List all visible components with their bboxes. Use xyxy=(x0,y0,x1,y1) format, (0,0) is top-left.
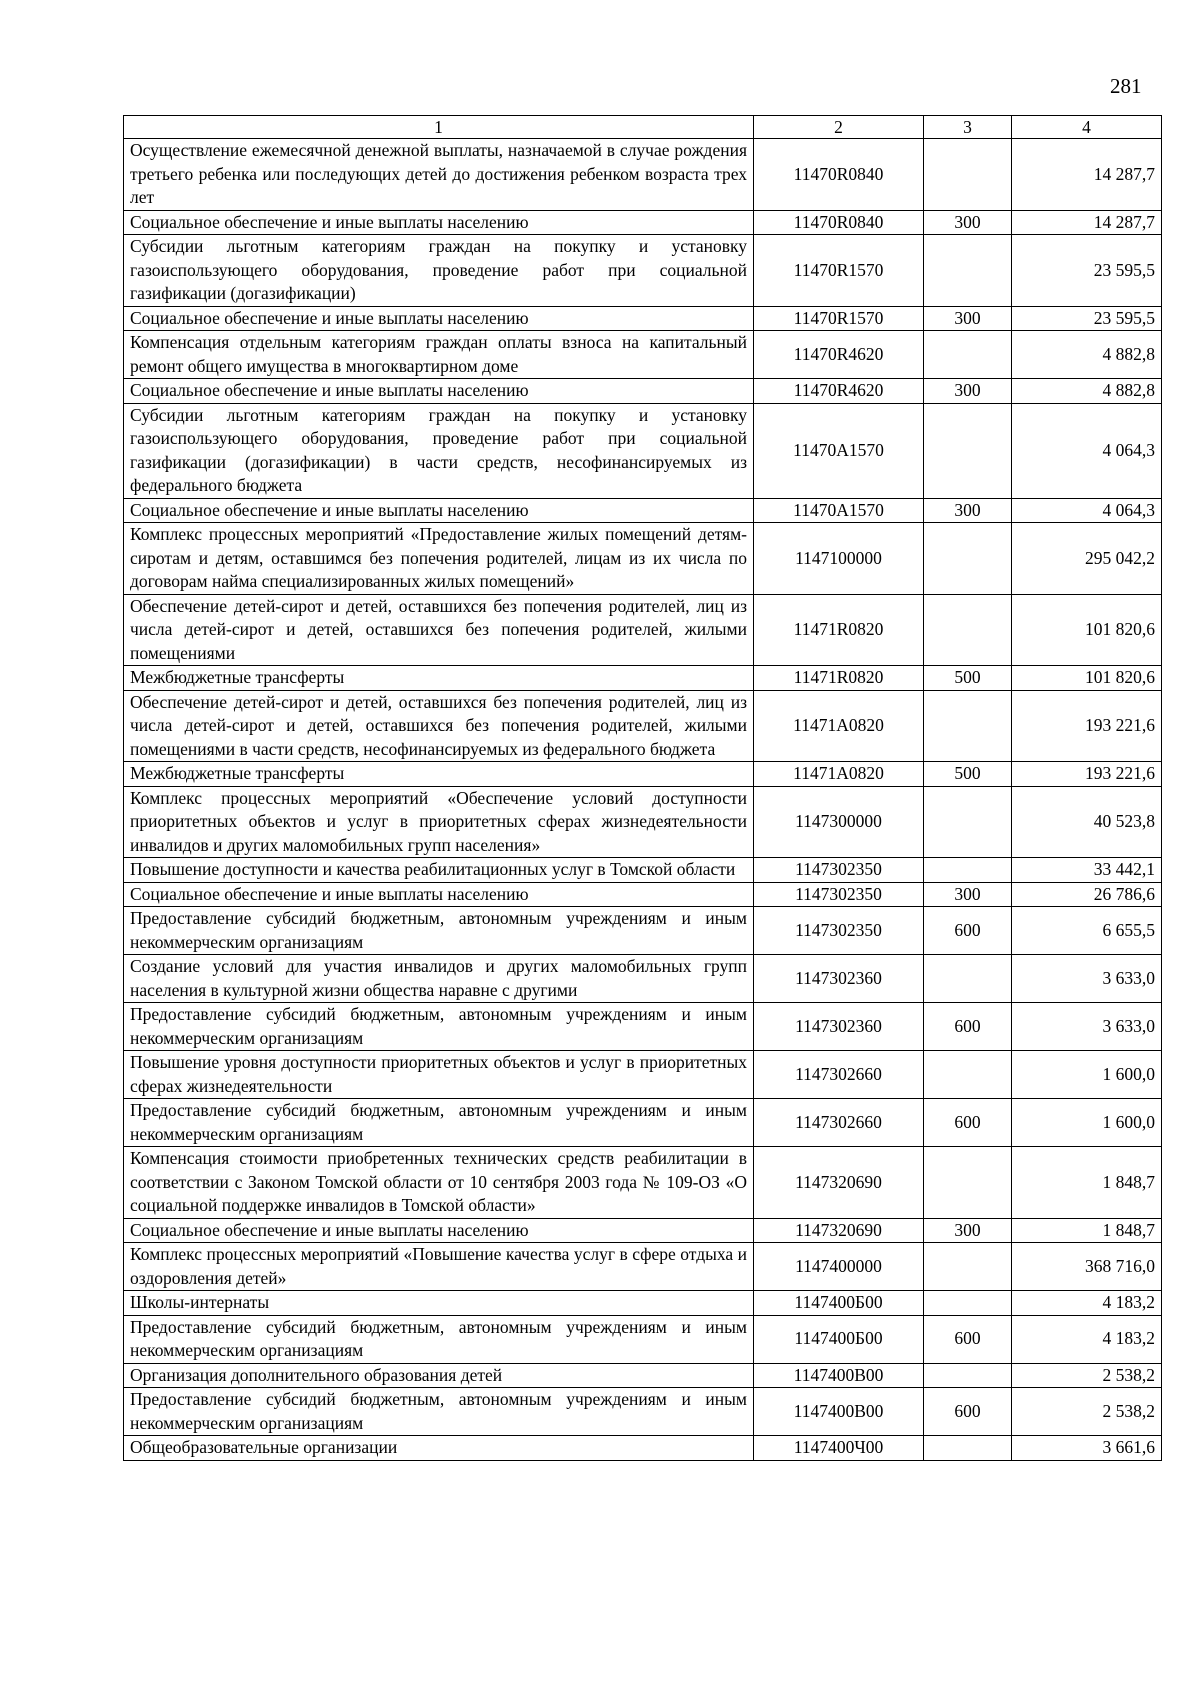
row-name-cell: Комплекс процессных мероприятий «Повышение качества услуг в сфере отдыха и оздоровления детей» xyxy=(124,1243,754,1291)
row-type-cell xyxy=(924,594,1012,666)
row-type-cell xyxy=(924,1051,1012,1099)
row-code-cell: 11470R0840 xyxy=(754,139,924,211)
row-sum-cell: 4 064,3 xyxy=(1012,498,1162,523)
table-row xyxy=(124,498,1162,523)
row-type-cell: 300 xyxy=(924,1218,1012,1243)
row-type-cell: 500 xyxy=(924,762,1012,787)
row-code-cell: 11470A1570 xyxy=(754,498,924,523)
row-code-cell: 11470R4620 xyxy=(754,379,924,404)
row-sum-cell: 368 716,0 xyxy=(1012,1243,1162,1291)
row-code-cell: 11471A0820 xyxy=(754,690,924,762)
table-row xyxy=(124,762,1162,787)
row-code-cell: 11471R0820 xyxy=(754,666,924,691)
row-name-cell: Компенсация отдельным категориям граждан оплаты взноса на капитальный ремонт общего имущества в многоквартирном доме xyxy=(124,331,754,379)
row-type-cell: 600 xyxy=(924,1099,1012,1147)
row-sum-cell: 295 042,2 xyxy=(1012,523,1162,595)
row-code-cell: 1147302350 xyxy=(754,882,924,907)
row-name-cell: Межбюджетные трансферты xyxy=(124,762,754,787)
row-code-cell: 1147400В00 xyxy=(754,1363,924,1388)
row-type-cell: 500 xyxy=(924,666,1012,691)
row-sum-cell: 4 183,2 xyxy=(1012,1291,1162,1316)
row-name-cell: Социальное обеспечение и иные выплаты населению xyxy=(124,498,754,523)
row-code-cell: 1147400Б00 xyxy=(754,1291,924,1316)
column-header-code: 2 xyxy=(754,116,924,139)
row-sum-cell: 2 538,2 xyxy=(1012,1388,1162,1436)
row-sum-cell: 193 221,6 xyxy=(1012,762,1162,787)
table-row xyxy=(124,1436,1162,1461)
row-type-cell xyxy=(924,1291,1012,1316)
row-type-cell xyxy=(924,235,1012,307)
row-type-cell: 600 xyxy=(924,1315,1012,1363)
row-sum-cell: 6 655,5 xyxy=(1012,907,1162,955)
row-type-cell: 300 xyxy=(924,379,1012,404)
row-type-cell xyxy=(924,1147,1012,1219)
row-type-cell: 300 xyxy=(924,306,1012,331)
row-name-cell: Субсидии льготным категориям граждан на покупку и установку газоиспользующего оборудования, проведение работ при социальной газификации (догазификации) xyxy=(124,235,754,307)
row-type-cell xyxy=(924,786,1012,858)
row-name-cell: Предоставление субсидий бюджетным, автономным учреждениям и иным некоммерческим организациям xyxy=(124,1003,754,1051)
row-type-cell: 300 xyxy=(924,498,1012,523)
row-code-cell: 1147302360 xyxy=(754,1003,924,1051)
row-name-cell: Межбюджетные трансферты xyxy=(124,666,754,691)
row-code-cell: 1147400Ч00 xyxy=(754,1436,924,1461)
column-header-sum: 4 xyxy=(1012,116,1162,139)
table-row xyxy=(124,1315,1162,1363)
table-row xyxy=(124,1218,1162,1243)
row-type-cell xyxy=(924,331,1012,379)
table-row xyxy=(124,1051,1162,1099)
row-code-cell: 11470R4620 xyxy=(754,331,924,379)
table-row xyxy=(124,1388,1162,1436)
row-sum-cell: 2 538,2 xyxy=(1012,1363,1162,1388)
table-row xyxy=(124,379,1162,404)
table-row xyxy=(124,955,1162,1003)
column-header-type: 3 xyxy=(924,116,1012,139)
row-type-cell xyxy=(924,690,1012,762)
row-name-cell: Повышение доступности и качества реабилитационных услуг в Томской области xyxy=(124,858,754,883)
table-row xyxy=(124,306,1162,331)
row-name-cell: Организация дополнительного образования детей xyxy=(124,1363,754,1388)
table-row xyxy=(124,786,1162,858)
row-type-cell xyxy=(924,955,1012,1003)
table-row xyxy=(124,690,1162,762)
row-type-cell xyxy=(924,1363,1012,1388)
row-code-cell: 11470A1570 xyxy=(754,403,924,498)
row-sum-cell: 26 786,6 xyxy=(1012,882,1162,907)
row-name-cell: Предоставление субсидий бюджетным, автономным учреждениям и иным некоммерческим организациям xyxy=(124,907,754,955)
row-sum-cell: 1 848,7 xyxy=(1012,1147,1162,1219)
row-sum-cell: 193 221,6 xyxy=(1012,690,1162,762)
table-row xyxy=(124,331,1162,379)
row-name-cell: Повышение уровня доступности приоритетных объектов и услуг в приоритетных сферах жизнедеятельности xyxy=(124,1051,754,1099)
row-code-cell: 11471R0820 xyxy=(754,594,924,666)
row-name-cell: Предоставление субсидий бюджетным, автономным учреждениям и иным некоммерческим организациям xyxy=(124,1315,754,1363)
row-code-cell: 1147302660 xyxy=(754,1099,924,1147)
row-name-cell: Школы-интернаты xyxy=(124,1291,754,1316)
row-code-cell: 1147302350 xyxy=(754,907,924,955)
row-type-cell: 300 xyxy=(924,210,1012,235)
table-row xyxy=(124,594,1162,666)
row-sum-cell: 14 287,7 xyxy=(1012,139,1162,211)
row-code-cell: 1147400В00 xyxy=(754,1388,924,1436)
row-sum-cell: 3 633,0 xyxy=(1012,1003,1162,1051)
table-row xyxy=(124,907,1162,955)
row-code-cell: 11470R1570 xyxy=(754,235,924,307)
row-sum-cell: 4 882,8 xyxy=(1012,379,1162,404)
row-type-cell: 600 xyxy=(924,1388,1012,1436)
row-name-cell: Осуществление ежемесячной денежной выплаты, назначаемой в случае рождения третьего ребенка или последующих детей до достижения ребенком возраста трех лет xyxy=(124,139,754,211)
row-type-cell xyxy=(924,139,1012,211)
table-row xyxy=(124,1147,1162,1219)
table-row xyxy=(124,858,1162,883)
table-row xyxy=(124,1363,1162,1388)
page-number: 281 xyxy=(1110,74,1142,98)
row-code-cell: 11470R1570 xyxy=(754,306,924,331)
row-sum-cell: 4 064,3 xyxy=(1012,403,1162,498)
row-name-cell: Предоставление субсидий бюджетным, автономным учреждениям и иным некоммерческим организациям xyxy=(124,1388,754,1436)
table-row xyxy=(124,523,1162,595)
row-name-cell: Социальное обеспечение и иные выплаты населению xyxy=(124,379,754,404)
row-type-cell xyxy=(924,1436,1012,1461)
row-sum-cell: 23 595,5 xyxy=(1012,306,1162,331)
column-header-name: 1 xyxy=(124,116,754,139)
row-code-cell: 1147400Б00 xyxy=(754,1315,924,1363)
row-sum-cell: 3 633,0 xyxy=(1012,955,1162,1003)
row-name-cell: Создание условий для участия инвалидов и других маломобильных групп населения в культурной жизни общества наравне с другими xyxy=(124,955,754,1003)
table-row xyxy=(124,210,1162,235)
row-code-cell: 1147320690 xyxy=(754,1147,924,1219)
row-code-cell: 1147300000 xyxy=(754,786,924,858)
row-name-cell: Обеспечение детей-сирот и детей, оставшихся без попечения родителей, лиц из числа детей-сирот и детей, оставшихся без попечения родителей, жилыми помещениями в части средств, несофинансируемых из федерального бюджета xyxy=(124,690,754,762)
row-sum-cell: 40 523,8 xyxy=(1012,786,1162,858)
row-sum-cell: 23 595,5 xyxy=(1012,235,1162,307)
table-row xyxy=(124,403,1162,498)
table-row xyxy=(124,1099,1162,1147)
row-sum-cell: 33 442,1 xyxy=(1012,858,1162,883)
row-code-cell: 1147302360 xyxy=(754,955,924,1003)
row-sum-cell: 101 820,6 xyxy=(1012,666,1162,691)
row-name-cell: Комплекс процессных мероприятий «Предоставление жилых помещений детям-сиротам и детям, оставшимся без попечения родителей, лицам из их числа по договорам найма специализированных жилых помещений» xyxy=(124,523,754,595)
row-sum-cell: 3 661,6 xyxy=(1012,1436,1162,1461)
row-name-cell: Предоставление субсидий бюджетным, автономным учреждениям и иным некоммерческим организациям xyxy=(124,1099,754,1147)
row-type-cell xyxy=(924,858,1012,883)
row-code-cell: 1147400000 xyxy=(754,1243,924,1291)
table-row xyxy=(124,235,1162,307)
row-name-cell: Компенсация стоимости приобретенных технических средств реабилитации в соответствии с Законом Томской области от 10 сентября 2003 года № 109-ОЗ «О социальной поддержке инвалидов в Томской области» xyxy=(124,1147,754,1219)
row-sum-cell: 1 600,0 xyxy=(1012,1099,1162,1147)
row-sum-cell: 14 287,7 xyxy=(1012,210,1162,235)
row-code-cell: 11470R0840 xyxy=(754,210,924,235)
row-sum-cell: 4 882,8 xyxy=(1012,331,1162,379)
row-code-cell: 1147320690 xyxy=(754,1218,924,1243)
row-code-cell: 1147302350 xyxy=(754,858,924,883)
row-sum-cell: 1 600,0 xyxy=(1012,1051,1162,1099)
row-sum-cell: 101 820,6 xyxy=(1012,594,1162,666)
row-type-cell: 600 xyxy=(924,907,1012,955)
table-row xyxy=(124,139,1162,211)
row-sum-cell: 4 183,2 xyxy=(1012,1315,1162,1363)
row-type-cell xyxy=(924,523,1012,595)
row-code-cell: 1147100000 xyxy=(754,523,924,595)
budget-table xyxy=(123,115,1162,1461)
row-code-cell: 11471A0820 xyxy=(754,762,924,787)
row-name-cell: Комплекс процессных мероприятий «Обеспечение условий доступности приоритетных объектов и услуг в приоритетных сферах жизнедеятельности инвалидов и других маломобильных групп населения» xyxy=(124,786,754,858)
row-name-cell: Социальное обеспечение и иные выплаты населению xyxy=(124,306,754,331)
row-name-cell: Социальное обеспечение и иные выплаты населению xyxy=(124,1218,754,1243)
table-row xyxy=(124,1243,1162,1291)
row-type-cell xyxy=(924,1243,1012,1291)
row-type-cell xyxy=(924,403,1012,498)
row-code-cell: 1147302660 xyxy=(754,1051,924,1099)
row-name-cell: Социальное обеспечение и иные выплаты населению xyxy=(124,882,754,907)
table-row xyxy=(124,666,1162,691)
row-name-cell: Социальное обеспечение и иные выплаты населению xyxy=(124,210,754,235)
row-name-cell: Обеспечение детей-сирот и детей, оставшихся без попечения родителей, лиц из числа детей-сирот и детей, оставшихся без попечения родителей, жилыми помещениями xyxy=(124,594,754,666)
row-sum-cell: 1 848,7 xyxy=(1012,1218,1162,1243)
table-row xyxy=(124,882,1162,907)
row-type-cell: 600 xyxy=(924,1003,1012,1051)
row-type-cell: 300 xyxy=(924,882,1012,907)
table-row xyxy=(124,1291,1162,1316)
table-header-row xyxy=(124,116,1162,139)
table-row xyxy=(124,1003,1162,1051)
row-name-cell: Субсидии льготным категориям граждан на покупку и установку газоиспользующего оборудования, проведение работ при социальной газификации (догазификации) в части средств, несофинансируемых из федерального бюджета xyxy=(124,403,754,498)
row-name-cell: Общеобразовательные организации xyxy=(124,1436,754,1461)
